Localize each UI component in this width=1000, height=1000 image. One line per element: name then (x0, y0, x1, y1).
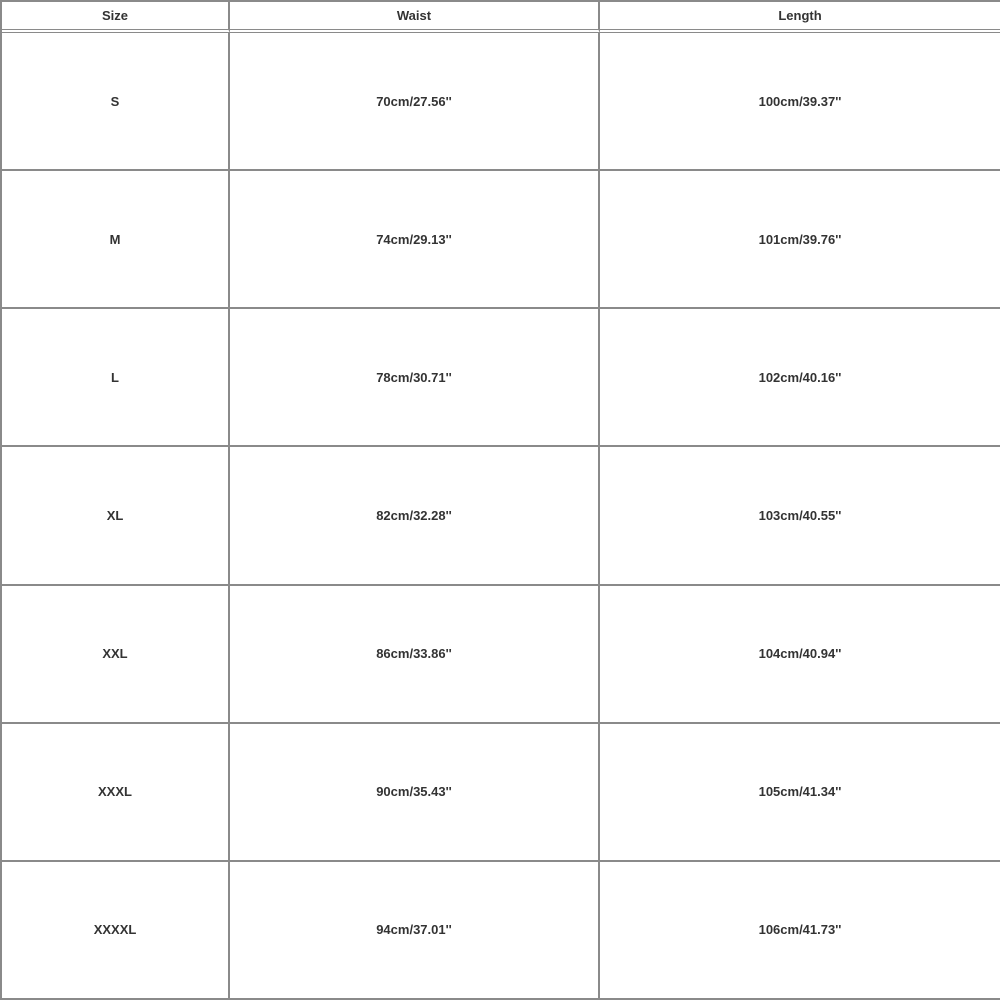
table-body (2, 33, 1000, 1000)
header-row (2, 2, 1000, 33)
cell-length: 103cm/40.55'' (600, 447, 1000, 585)
cell-length: 106cm/41.73'' (600, 862, 1000, 1000)
table-row (2, 33, 1000, 171)
cell-waist: 86cm/33.86'' (230, 586, 600, 724)
header-length: Length (600, 2, 1000, 33)
cell-size: L (2, 309, 230, 447)
table-row (2, 724, 1000, 862)
cell-size: M (2, 171, 230, 309)
cell-length: 100cm/39.37'' (600, 33, 1000, 171)
cell-waist: 78cm/30.71'' (230, 309, 600, 447)
cell-waist: 70cm/27.56'' (230, 33, 600, 171)
cell-length: 104cm/40.94'' (600, 586, 1000, 724)
cell-waist: 94cm/37.01'' (230, 862, 600, 1000)
table-row (2, 171, 1000, 309)
cell-waist: 90cm/35.43'' (230, 724, 600, 862)
table-row (2, 862, 1000, 1000)
table-row (2, 309, 1000, 447)
table-row (2, 586, 1000, 724)
table-header (2, 2, 1000, 33)
cell-length: 101cm/39.76'' (600, 171, 1000, 309)
header-waist: Waist (230, 2, 600, 33)
cell-size: XXXXL (2, 862, 230, 1000)
cell-size: XXXL (2, 724, 230, 862)
cell-size: XL (2, 447, 230, 585)
cell-length: 102cm/40.16'' (600, 309, 1000, 447)
cell-size: S (2, 33, 230, 171)
table-row (2, 447, 1000, 585)
header-size: Size (2, 2, 230, 33)
cell-length: 105cm/41.34'' (600, 724, 1000, 862)
cell-size: XXL (2, 586, 230, 724)
cell-waist: 82cm/32.28'' (230, 447, 600, 585)
cell-waist: 74cm/29.13'' (230, 171, 600, 309)
